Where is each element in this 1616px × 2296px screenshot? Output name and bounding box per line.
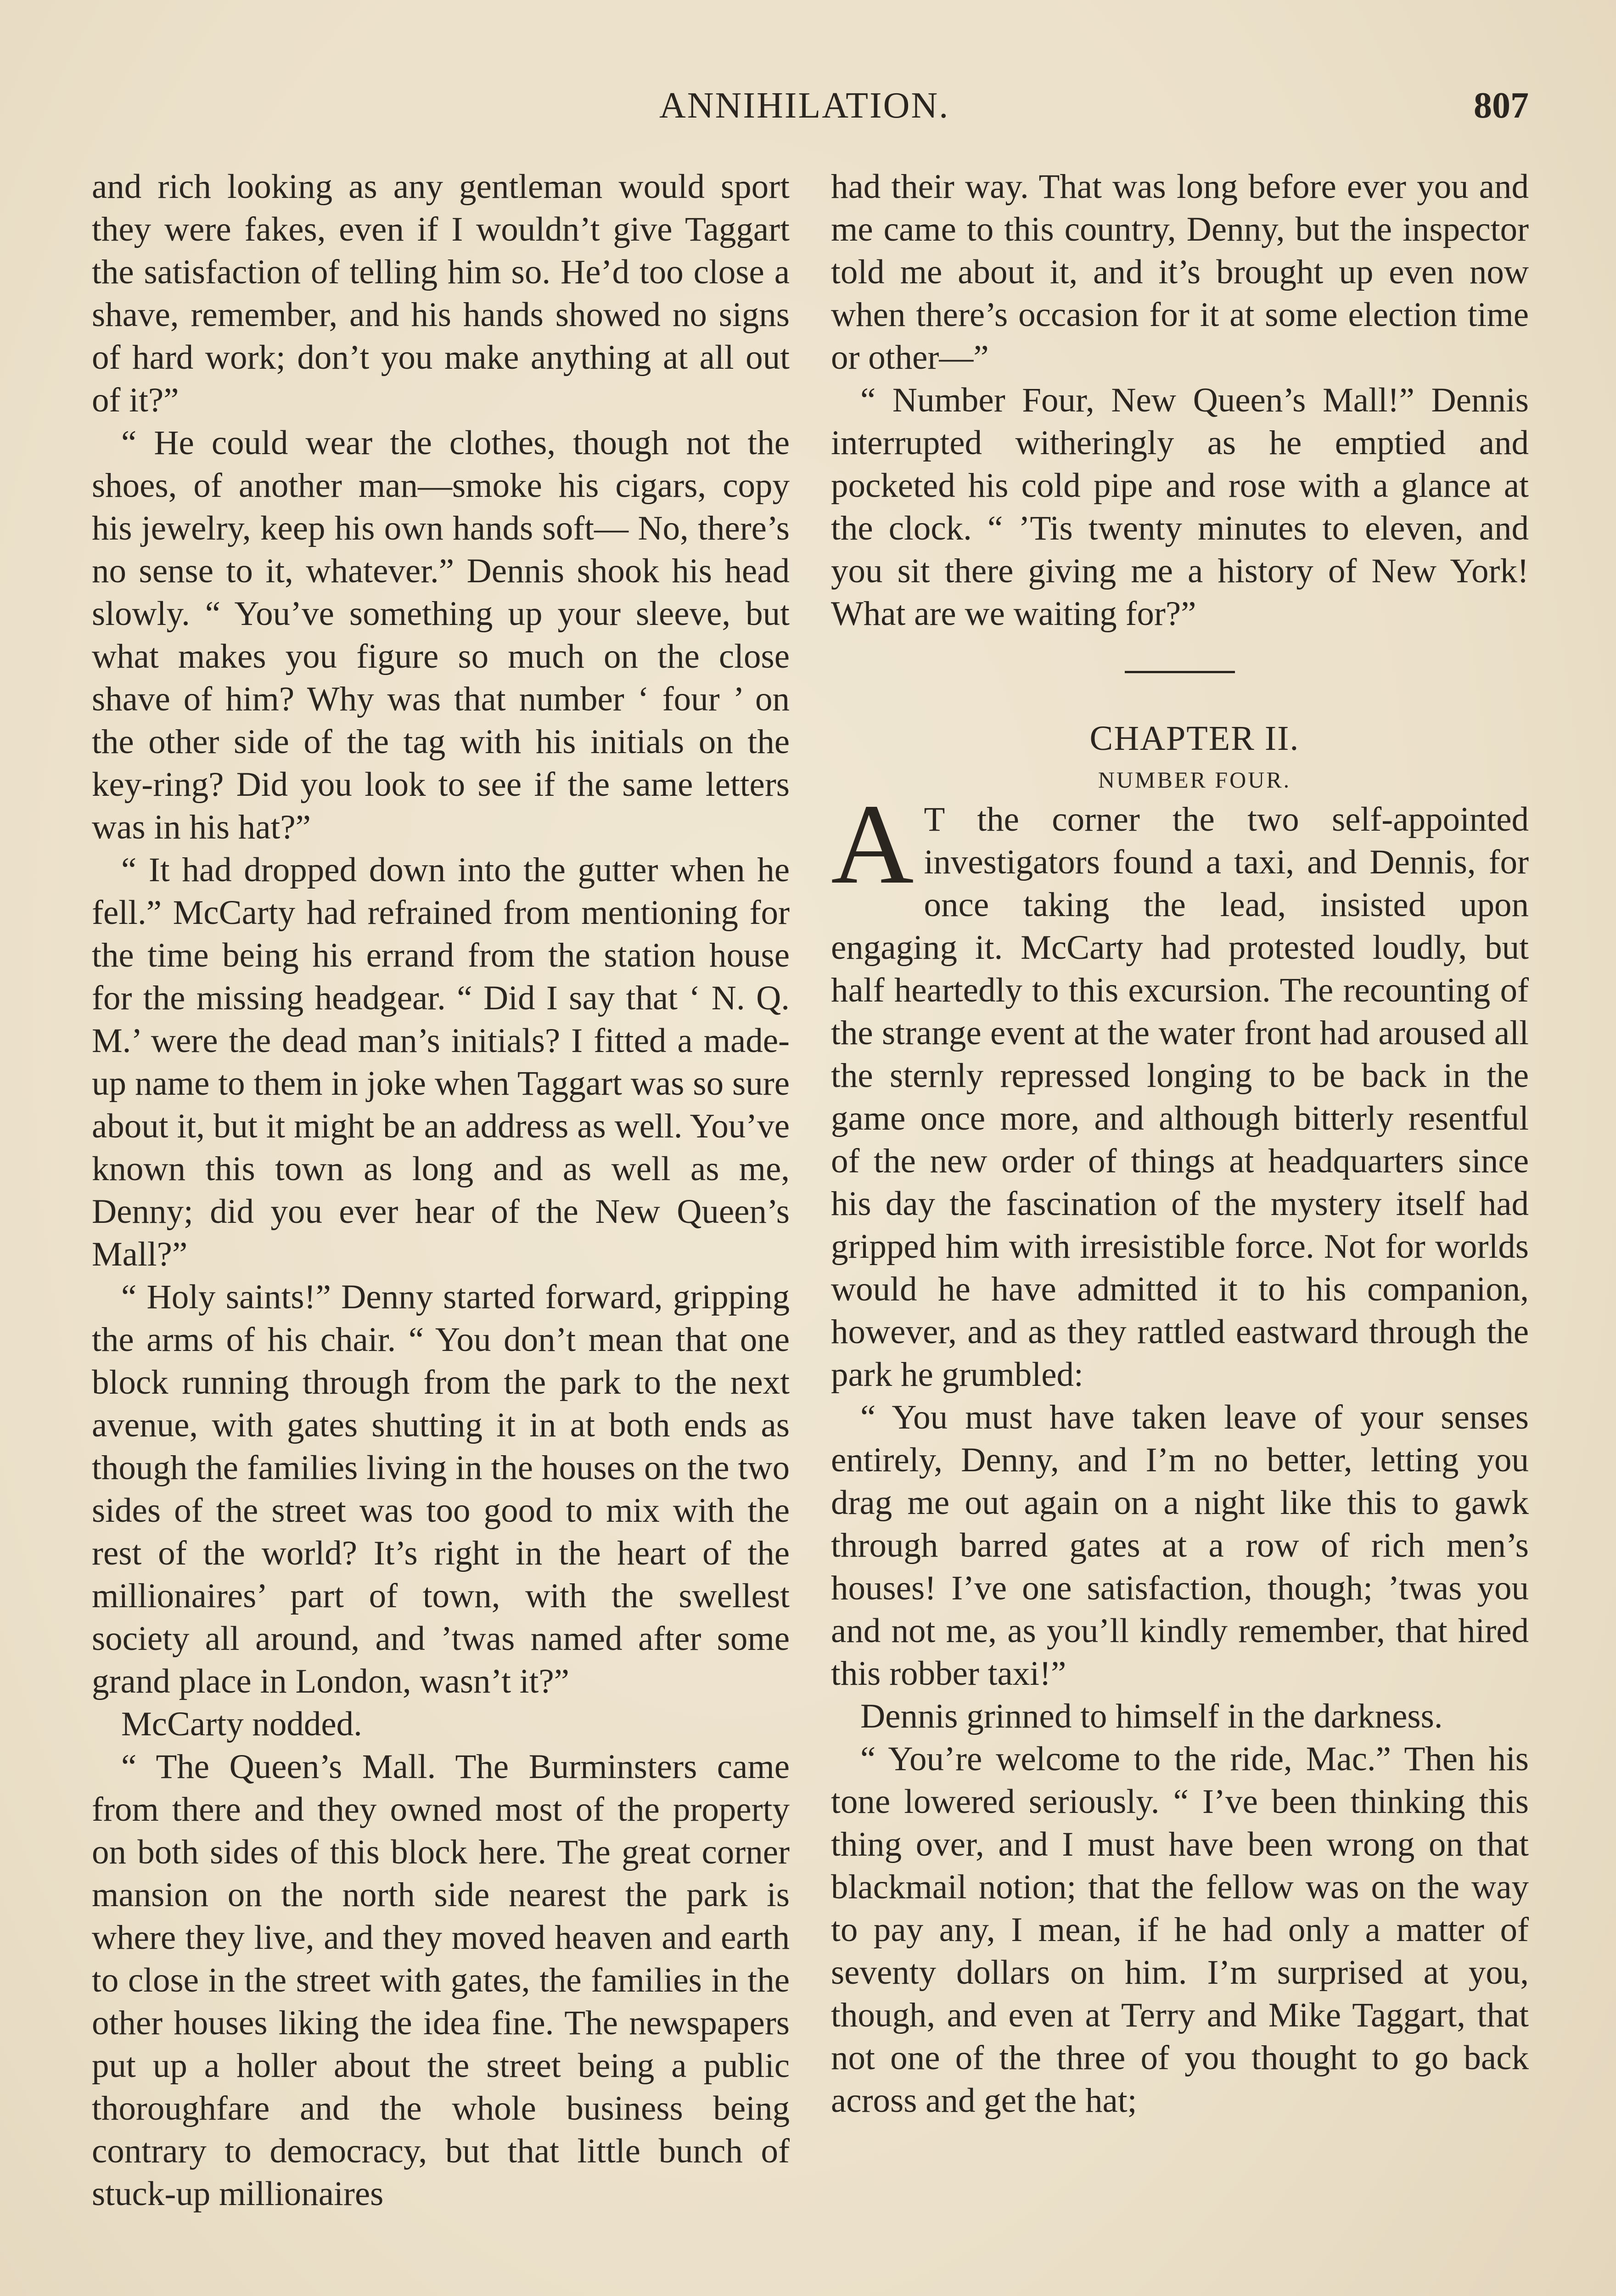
running-title: ANNIHILATION. bbox=[659, 85, 950, 126]
paragraph: “ You’re welcome to the ride, Mac.” Then his tone lowered seriously. “ I’ve been thinking this thing over, and I must have been wrong on that blackmail notion; that the fellow was on the way to pay any, I mean, if he had only a matter of seventy dollars on him. I’m surprised at you, though, and even at Terry and Mike Taggart, that not one of the three of you thought to go back across and get the hat; bbox=[831, 1740, 1529, 2120]
paragraph: “ Number Four, New Queen’s Mall!” Dennis interrupted witheringly as he emptied and pocketed his cold pipe and rose with a glance at the clock. “ ’Tis twenty minutes to eleven, and you sit there giving me a history of New York! What are we waiting for?” bbox=[831, 381, 1529, 633]
paragraph: “ He could wear the clothes, though not the shoes, of another man—smoke his cigars, copy his jewelry, keep his own hands soft— No, there’s no sense to it, whatever.” Dennis shook his head slowly. “ You’ve something up your sleeve, but what makes you figure so much on the close shave of him? Why was that number ‘ four ’ on the other side of the tag with his initials on the key-ring? Did you look to see if the same letters was in his hat?” bbox=[92, 424, 790, 846]
paragraph: Dennis grinned to himself in the darkness. bbox=[860, 1697, 1443, 1735]
paragraph: “ You must have taken leave of your senses entirely, Denny, and I’m no better, letting you drag me out again on a night like this to gawk through barred gates at a row of rich men’s houses! I’ve one satisfaction, though; ’twas you and not me, as you’ll kindly remember, that hired this robber taxi!” bbox=[831, 1398, 1529, 1693]
section-divider bbox=[1125, 671, 1235, 673]
paragraph: “ Holy saints!” Denny started forward, gripping the arms of his chair. “ You don’t mean that one block running through from the park to the next avenue, with gates shutting it in at both ends as though the families living in the houses on the two sides of the street was too good to mix with the rest of the world? It’s right in the heart of the millionaires’ part of town, with the swellest society all around, and ’twas named after some grand place in London, wasn’t it?” bbox=[92, 1278, 790, 1700]
right-column bbox=[831, 165, 1529, 2122]
chapter-subtitle: NUMBER FOUR. bbox=[1098, 767, 1291, 793]
paragraph: “ It had dropped down into the gutter when he fell.” McCarty had refrained from mentioning for the time being his errand from the station house for the missing headgear. “ Did I say that ‘ N. Q. M.’ were the dead man’s initials? I fitted a made-up name to them in joke when Taggart was so sure about it, but it might be an address as well. You’ve known this town as long and as well as me, Denny; did you ever hear of the New Queen’s Mall?” bbox=[92, 851, 790, 1273]
chapter-opening-paragraph bbox=[831, 781, 1529, 1396]
paragraph: and rich looking as any gentleman would sport they were fakes, even if I wouldn’t give Taggart the satisfaction of telling him so. He’d too close a shave, remember, and his hands showed no signs of hard work; don’t you make anything at all out of it?” bbox=[92, 168, 790, 419]
paragraph: McCarty nodded. bbox=[121, 1705, 362, 1743]
paragraph: had their way. That was long before ever you and me came to this country, Denny, but the inspector told me about it, and it’s brought up even now when there’s occasion for it at some election time or other—” bbox=[831, 168, 1529, 377]
paragraph: “ The Queen’s Mall. The Burminsters came from there and they owned most of the property on both sides of this block here. The great corner mansion on the north side nearest the park is where they live, and they moved heaven and earth to close in the street with gates, the families in the other houses liking the idea fine. The newspapers put up a holler about the street being a public thoroughfare and the whole business being contrary to democracy, but that little bunch of stuck-up millionaires bbox=[92, 1748, 790, 2213]
running-head bbox=[0, 80, 1616, 131]
paragraph-text: T the corner the two self-appointed investigators found a taxi, and Dennis, for once taking the lead, insisted upon engaging it. McCarty had protested loudly, but half heartedly to this excursion. The recounting of the strange event at the water front had aroused all the sternly repressed longing to be back in the game once more, and although bitterly resentful of the new order of things at headquarters since his day the fascination of the mystery itself had gripped him with irresistible force. Not for worlds would he have admitted it to his companion, however, and as they rattled eastward through the park he grumbled: bbox=[831, 800, 1529, 1394]
left-column bbox=[92, 165, 790, 2215]
page-number: 807 bbox=[1474, 85, 1529, 126]
drop-cap: A bbox=[831, 781, 914, 908]
chapter-title: CHAPTER II. bbox=[1089, 719, 1300, 758]
